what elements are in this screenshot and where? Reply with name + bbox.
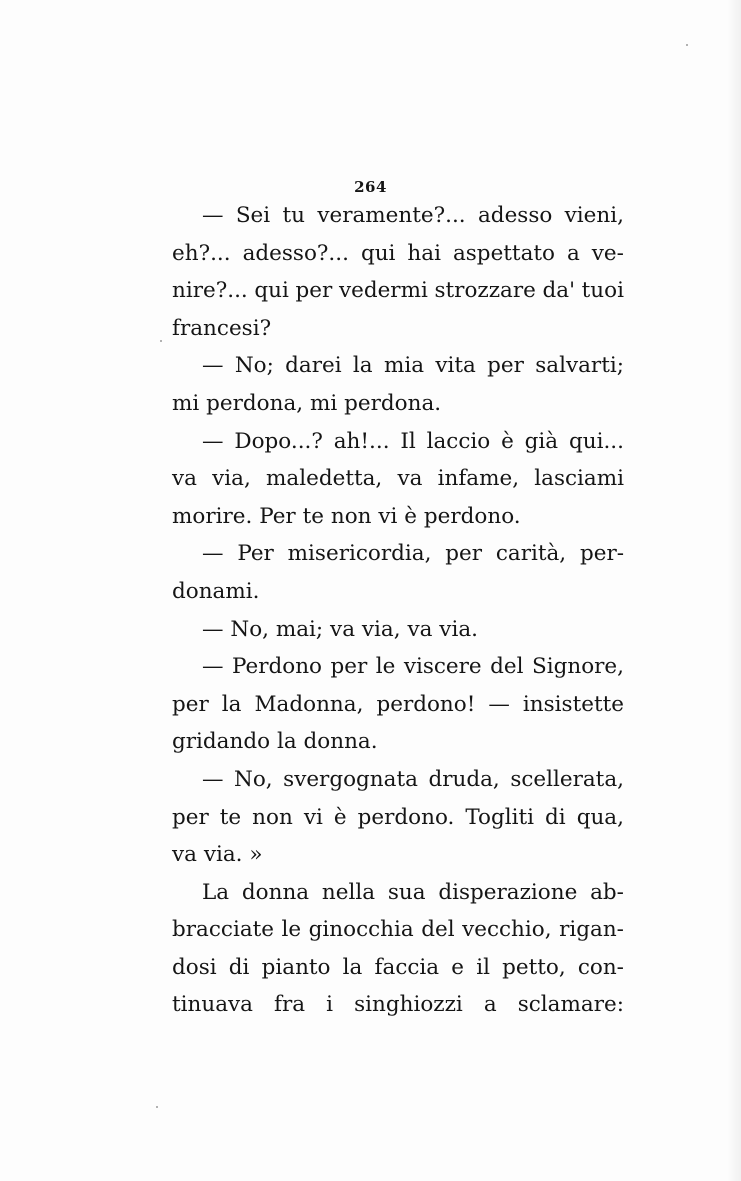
text-line: donami. xyxy=(172,578,260,604)
text-line: — Per misericordia, per carità, per- xyxy=(202,541,624,567)
text-line: — Perdono per le viscere del Signore, xyxy=(202,654,624,680)
text-line: francesi? xyxy=(172,315,272,341)
paper-speck xyxy=(686,44,688,46)
text-line: — Sei tu veramente?... adesso vieni, xyxy=(202,203,624,228)
text-line: — No; darei la mia vita per salvarti; xyxy=(202,353,624,379)
text-line: eh?... adesso?... qui hai aspettato a ve- xyxy=(172,240,624,266)
text-line: — No, svergognata druda, scellerata, xyxy=(202,766,624,792)
text-line: tinuava fra i singhiozzi a sclamare: xyxy=(172,992,624,1018)
paper-speck xyxy=(160,340,162,342)
page-number: 264 xyxy=(354,178,387,196)
text-line: — No, mai; va via, va via. xyxy=(202,616,478,642)
body-text xyxy=(172,197,624,1024)
text-line: dosi di pianto la faccia e il petto, con- xyxy=(172,954,624,980)
text-line: morire. Per te non vi è perdono. xyxy=(172,503,521,529)
text-line: bracciate le ginocchia del vecchio, rigan- xyxy=(172,917,624,943)
text-line: va via, maledetta, va infame, lasciami xyxy=(172,466,624,492)
text-line: gridando la donna. xyxy=(172,729,378,755)
text-line: La donna nella sua disperazione ab- xyxy=(202,879,624,905)
text-line: per la Madonna, perdono! — insistette xyxy=(172,691,624,717)
text-line: — Dopo...? ah!... Il laccio è già qui... xyxy=(202,428,624,454)
text-line: nire?... qui per vedermi strozzare da' tuoi xyxy=(172,278,624,304)
text-line: va via. » xyxy=(172,842,263,868)
text-line: per te non vi è perdono. Togliti di qua, xyxy=(172,804,624,830)
text-line: mi perdona, mi perdona. xyxy=(172,390,442,416)
paper-speck xyxy=(156,1106,158,1108)
